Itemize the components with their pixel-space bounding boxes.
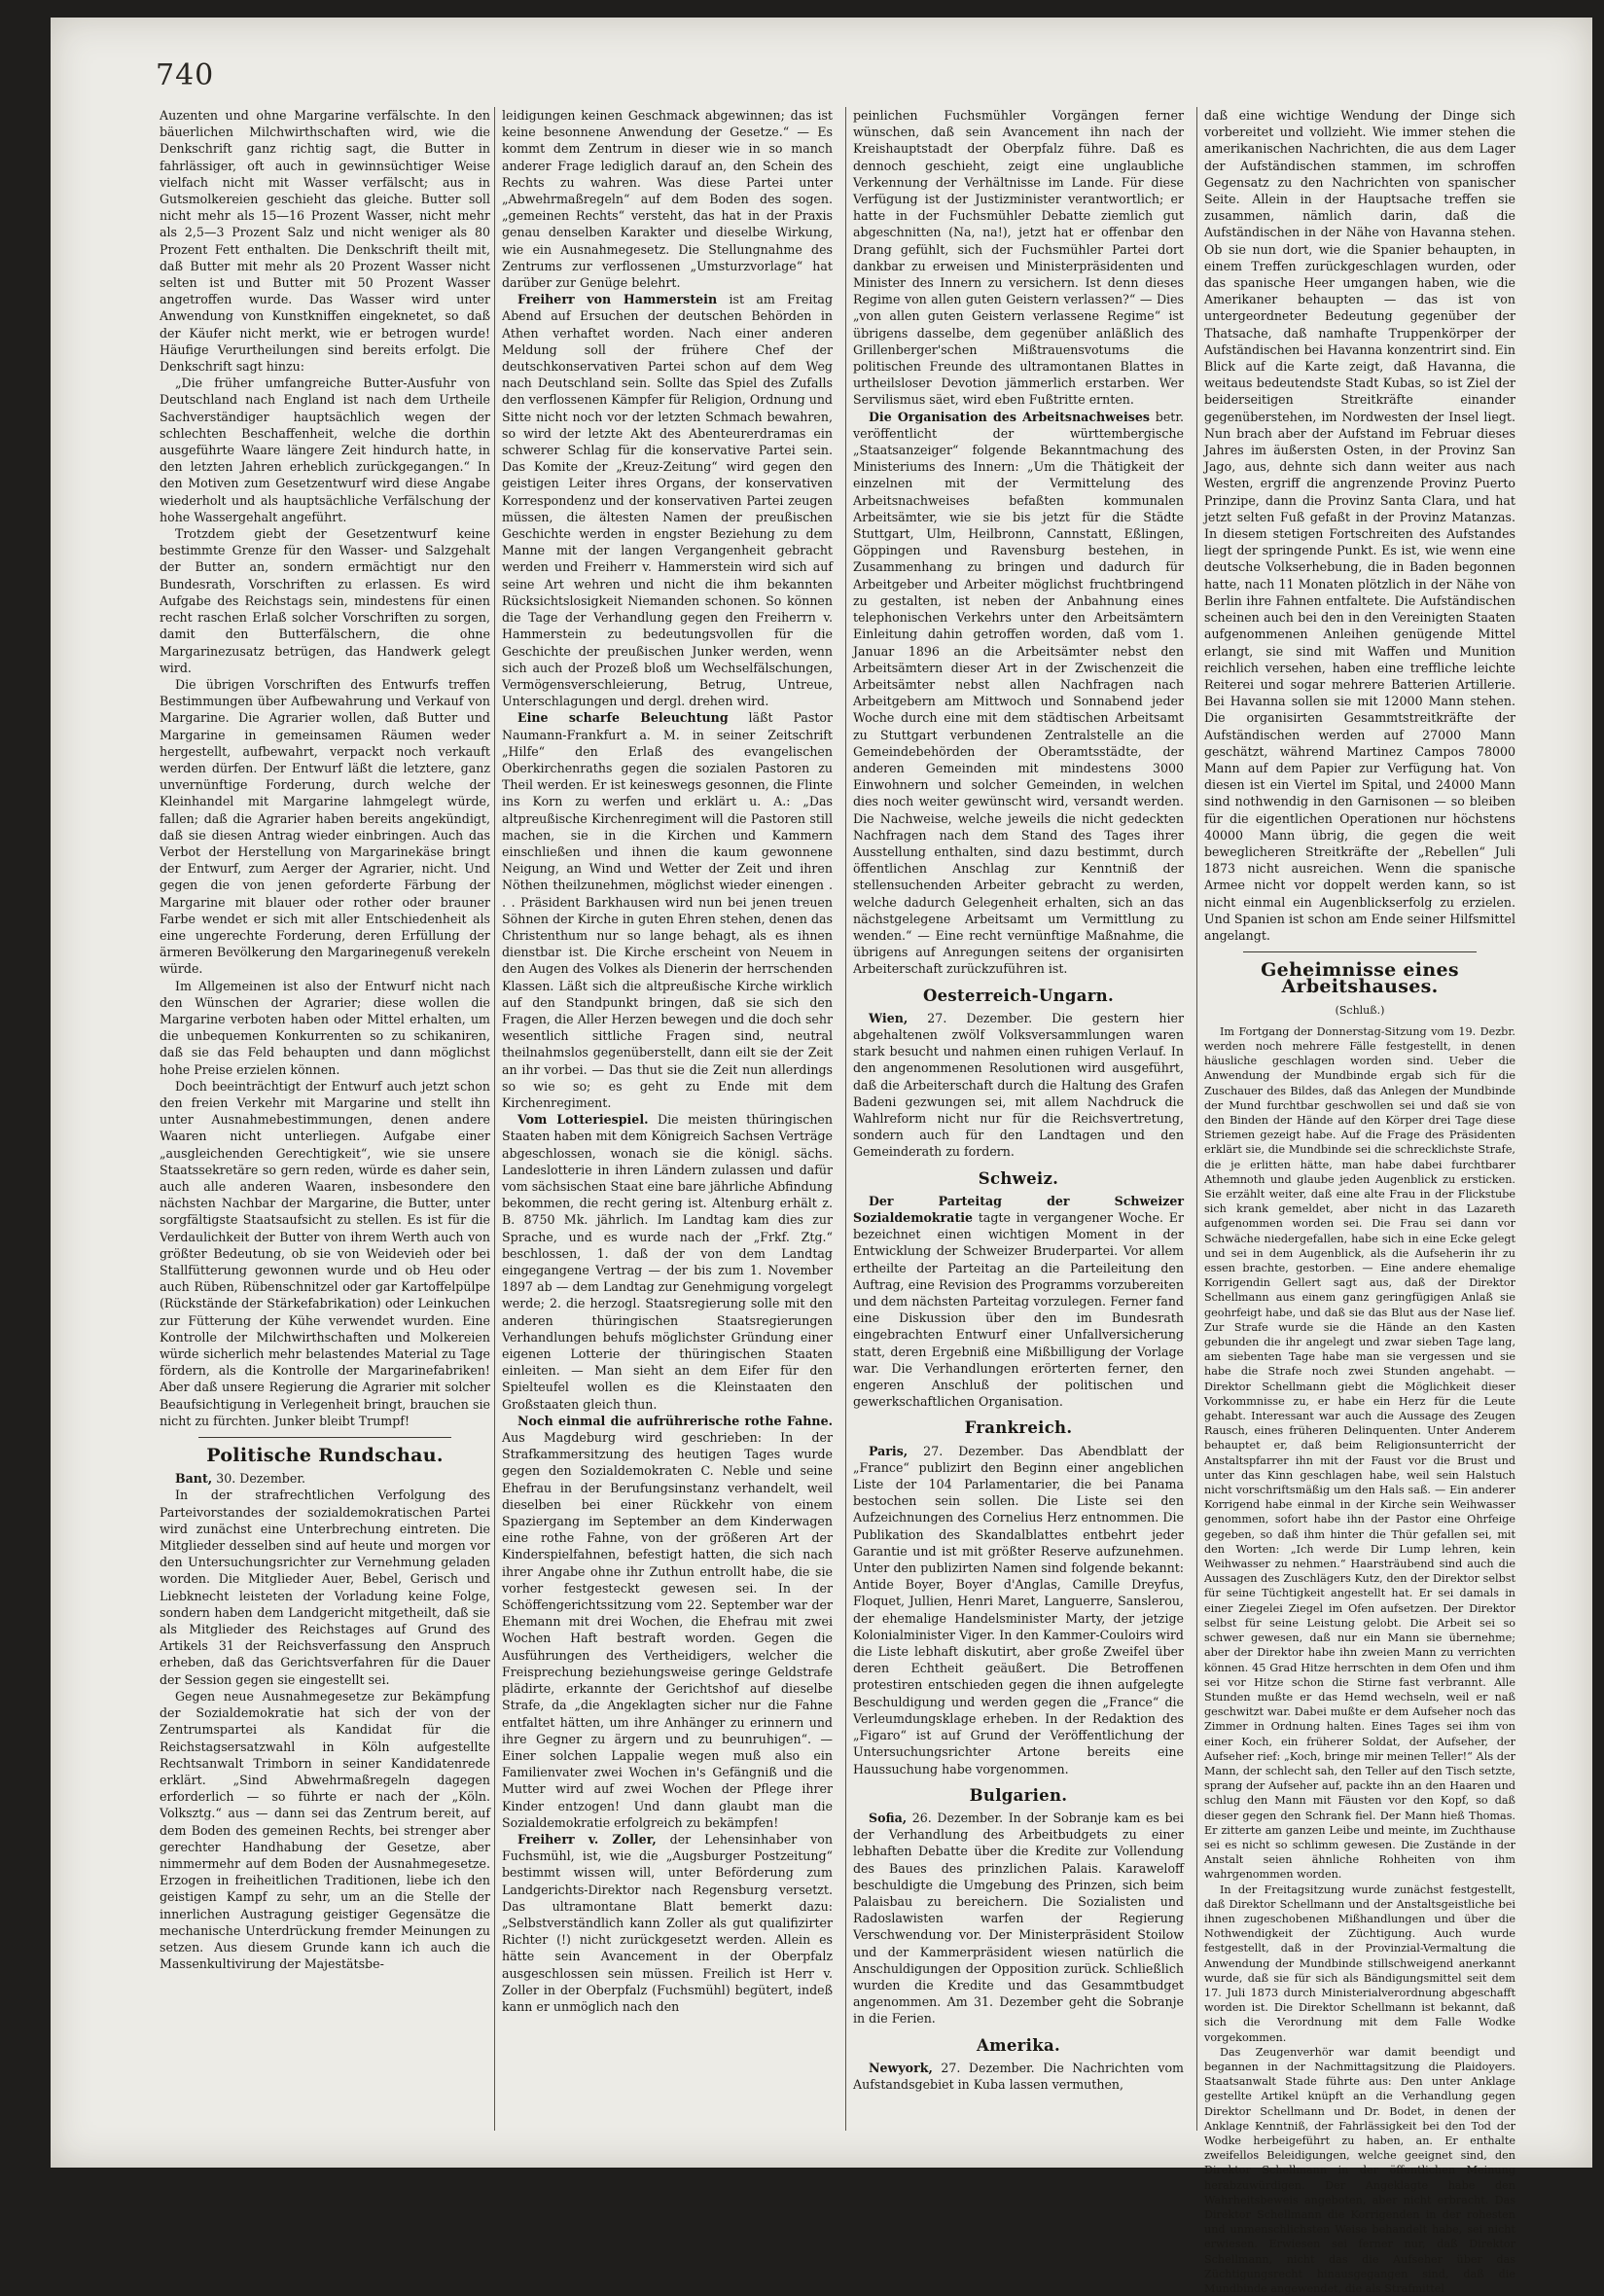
feuilleton-heading: Geheimnisse eines Arbeitshauses. [1261,959,1459,998]
section-heading: Politische Rundschau. [206,1445,444,1467]
paragraph: „Die früher umfangreiche Butter-Ausfuhr von Deutschland nach England ist nach dem Urtheile Sachverständiger hauptsächlich wegen der schlechten Beschaffenheit, welche die dorthin ausgeführte Waare längere Zeit hindurch hatte, in den letzten Jahren erheblich zurückgegangen.“ In den Motiven zum Gesetzentwurf wird diese Angabe wiederholt und als hauptsächliche Verfälschung der hohe Wassergehalt angeführt. [160,376,490,524]
article-text: der Lehensinhaber von Fuchsmühl, ist, wie die „Augsburger Postzeitung“ bestimmt wissen will, unter Beförderung zum Landgerichts-Direktor nach Regensburg versetzt. Das ultramontane Blatt bemerkt dazu: „Selbstverständlich kann Zoller als gut qualifizirter Richter (!) nicht zurückgesetzt werden. Allein es hätte sein Avancement in der Oberpfalz ausgeschlossen sein müssen. Freilich ist Herr v. Zoller in der Oberpfalz (Fuchsmühl) begütert, indeß kann er unmöglich nach den [502,1831,833,2014]
paragraph [502,1111,833,1413]
column-4 [1204,107,1515,2296]
article-keyword: Freiherr von Hammerstein [517,292,718,307]
feuilleton-subheading: (Schluß.) [1335,1003,1385,1017]
paragraph [853,1193,1184,1411]
paragraph [502,1831,833,2015]
column-1 [160,107,490,2150]
column-rule [494,107,495,2131]
article-text: betr. veröffentlicht der württembergische „Staatsanzeiger“ folgende Bekanntmachung des Ministeriums des Innern: „Um die Thätigkeit der einzelnen mit der Vermittelung des Arbeitsnachweises befaßten kommunalen Arbeitsämter, wie sie bis jetzt für die Städte Stuttgart, Ulm, Heilbronn, Cannstatt, Eßlingen, Göppingen und Ravensburg bestehen, in Zusammenhang zu bringen und dadurch für Arbeitgeber und Arbeiter möglichst fruchtbringend zu gestalten, ist neben der Anbahnung eines telephonischen Verkehrs unter den Arbeitsämtern Einleitung dahin getroffen worden, daß vom 1. Januar 1896 an die Arbeitsämter nebst den Arbeitsämtern dieser Art in der Zwischenzeit die Arbeitsämter nebst allen Nachfragen nach Arbeitgebern am Mittwoch und Sonnabend jeder Woche durch eine mit dem städtischen Arbeitsamt zu Stuttgart verbundenen Zentralstelle an die Gemeindebehörden der Oberamtsstädte, der anderen Gemeinden mit mindestens 3000 Einwohnern und solcher Gemeinden, in welchen dies noch weiter gewünscht wird, versandt werden. Die Nachweise, welche jeweils die nicht gedeckten Nachfragen nach dem Stand des Tages ihrer Ausstellung enthalten, sind dazu bestimmt, durch öffentlichen Anschlag zur Kenntniß der stellensuchenden Arbeiter gebracht zu werden, welche dadurch Gelegenheit erhalten, sich an das nächstgelegene Arbeitsamt um Vermittlung zu wenden.“ — Eine recht vernünftige Maßnahme, die übrigens auf Anregungen seitens der organisirten Arbeiterschaft zurückzuführen ist. [853,409,1184,977]
article-keyword: Eine scharfe Beleuchtung [517,710,729,726]
paragraph: Gegen neue Ausnahmegesetze zur Bekämpfung der Sozialdemokratie hat sich der von der Zentrumspartei als Kandidat für die Reichstagsersatzwahl in Köln aufgestellte Rechtsanwalt Trimborn in seiner Kandidatenrede erklärt. „Sind Abwehrmaßregeln dagegen erforderlich — so führte er nach der „Köln. Volksztg.“ aus — dann sei das Zentrum bereit, auf dem Boden des gemeinen Rechts, bei strenger aber gerechter Handhabung der Gesetze, aber nimmermehr auf dem Boden der Ausnahmegesetze. Erzogen in freiheitlichen Traditionen, liebe ich den geistigen Kampf zu sehr, um an die Stelle der innerlichen Austragung geistiger Gegensätze die mechanische Unterdrückung fremder Meinungen zu setzen. Aus diesem Grunde kann ich auch die Massenkultivirung der Majestätsbe- [160,1688,490,1972]
paragraph: Im Fortgang der Donnerstag-Sitzung vom 19. Dezbr. werden noch mehrere Fälle festgestellt, in denen häusliche geschlagen worden sind. Ueber die Anwendung der Mundbinde ergab sich für die Zuschauer des Bildes, daß das Anlegen der Mundbinde der Mund furchtbar geschwollen sei und daß sie von den Binden der Hände auf den Körper drei Tage diese Striemen gezeigt habe. Auf die Frage des Präsidenten erklärt sie, die Mundbinde sei die schrecklichste Strafe, die je erlitten hätte, man habe dabei furchtbarer Athemnoth und glaube jeden Augenblick zu ersticken. Sie erzählt weiter, daß eine alte Frau in der Flickstube sich krank gemeldet, aber nicht in das Lazareth aufgenommen worden sei. Die Frau sei dann vor Schwäche niedergefallen, habe sich in eine Ecke gelegt und sei in dem Augenblick, als die Aufseherin ihr zu essen brachte, gestorben. — Eine andere ehemalige Korrigendin Gellert sagt aus, daß der Direktor Schellmann aus einem ganz geringfügigen Anlaß sie geohrfeigt habe, und daß sie das Blut aus der Nase lief. Zur Strafe wurde sie die Hände an den Kasten gebunden die ihr angelegt und zwar sieben Tage lang, am siebenten Tage habe man sie vergessen und sie habe die Strafe noch zwei Stunden angehabt. — Direktor Schellmann giebt die Möglichkeit dieser Vorkommnisse zu, er habe ein Herz für die Leute gehabt. Interessant war auch die Aussage des Zeugen Rausch, eines früheren Delinquenten. Unter Anderem behauptet er, daß beim Religionsunterricht der Anstaltspfarrer ihn mit der Faust vor die Brust und unter das Kinn geschlagen habe, weil sein Halstuch nicht vorschriftsmäßig um den Hals saß. — Ein anderer Korrigend habe einmal in der Kirche sein Weihwasser genommen, sofort habe ihn der Pastor eine Ohrfeige gegeben, so daß ihm hinter die Thür gefallen sei, mit den Worten: „Ich werde Dir Lump lehren, kein Weihwasser zu nehmen.“ Haarsträubend sind auch die Aussagen des Zuschlägers Kutz, den der Direktor selbst für seine Tüchtigkeit angestellt hat. Er sei damals in einer Ziegelei Ziegel im Ofen aufsetzen. Der Direktor selbst für seine Leistung gelobt. Die Arbeit sei so schwer gewesen, daß nur ein Mann sie übernehme; aber der Direktor habe ihn zweien Mann zu verrichten können. 45 Grad Hitze herrschten in dem Ofen und ihm sei vor Hitze schon die Stirne fast verbrannt. Alle Stunden mußte er das Hemd wechseln, weil er naß geschwitzt war. Dabei mußte er dem Aufseher noch das Zimmer in Ordnung halten. Eines Tages sei ihm von einer Koch, ein früherer Soldat, der Aufseher, der Aufseher rief: „Koch, bringe mir meinen Teller!“ Als der Mann, der schlecht sah, den Teller auf den Tisch setzte, sprang der Aufseher auf, packte ihn an den Haaren und schlug den Mann mit Fäusten vor den Kopf, so daß dieser gegen den Schrank fiel. Der Mann hieß Thomas. Er zitterte am ganzen Leibe und meinte, im Zuchthause sei es nicht so schlimm gewesen. Die Zustände in der Anstalt seien ähnliche Rohheiten von ihm wahrgenommen worden. [1204,1024,1515,1882]
article-text: 26. Dezember. In der Sobranje kam es bei der Verhandlung des Arbeitbudgets zu einer lebhaften Debatte über die Kredite zur Vollendung des Baues des prinzlichen Palais. Karaweloff beschuldigte die Umgebung des Prinzen, sich beim Palaisbau zu bereichern. Die Sozialisten und Radoslawisten warfen der Regierung Verschwendung vor. Der Ministerpräsident Stoilow und der Kammerpräsident wiesen natürlich die Anschuldigungen der Opposition zurück. Schließlich wurden die Kredite und das Gesammtbudget angenommen. Am 31. Dezember geht die Sobranje in die Ferien. [853,1810,1184,2027]
country-heading: Amerika. [977,2035,1060,2055]
article-keyword: Noch einmal die aufrührerische rothe Fahne. [517,1413,833,1428]
section-divider [1243,951,1477,952]
column-2 [502,107,833,2150]
country-heading: Oesterreich-Ungarn. [922,986,1115,1005]
dateline-date: 30. Dezember. [216,1471,305,1487]
article-keyword: Vom Lotteriespiel. [517,1112,649,1128]
section-divider [198,1437,451,1438]
dateline-place: Paris, [869,1443,909,1458]
paragraph [502,1413,833,1831]
country-heading: Schweiz. [978,1168,1059,1188]
article-text: Aus Magdeburg wird geschrieben: In der Strafkammersitzung des heutigen Tages wurde gegen den Sozialdemokraten C. Neble und seine Ehefrau in der Berufungsinstanz verhandelt, weil dieselben bei einer Rückkehr von einem Spaziergang im September an dem Kinderwagen eine rothe Fahne, von der größeren Art der Kinderspielfahnen, befestigt hatten, die sich nach ihrer Angabe ohne ihr Zuthun entrollt habe, die sie vorher festgesteckt gewesen sei. In der Schöffengerichtssitzung vom 22. September war der Ehemann mit drei Wochen, die Ehefrau mit zwei Wochen Haft bestraft worden. Gegen die Ausführungen des Vertheidigers, welcher die Freisprechung beziehungsweise geringe Geldstrafe plädirte, erkannte der Gerichtshof auf dieselbe Strafe, da „die Angeklagten sicher nur die Fahne entfaltet hätten, um ihre Anhänger zu erinnern und ihre Gegner zu ärgern und zu beunruhigen“. — Einer solchen Lappalie wegen muß also ein Familienvater zwei Wochen in's Gefängniß und die Mutter wird auf zwei Wochen der Pflege ihrer Kinder entzogen! Und dann glaubt man die Sozialdemokratie erfolgreich zu bekämpfen! [502,1430,833,1830]
paragraph [853,409,1184,978]
paragraph: leidigungen keinen Geschmack abgewinnen; das ist keine besonnene Anwendung der Gesetze.“ — Es kommt dem Zentrum in dieser wie in so manch anderer Frage lediglich darauf an, den Schein des Rechts zu wahren. Was diese Partei unter „Abwehrmaßregeln“ auf dem Boden des sogen. „gemeinen Rechts“ versteht, das hat in der Praxis genau denselben Karakter und dieselbe Wirkung, wie ein Ausnahmegesetz. Die Stellungnahme des Zentrums zur verflossenen „Umsturzvorlage“ hat darüber zur Genüge belehrt. [502,108,833,291]
paragraph [502,709,833,1111]
country-heading: Bulgarien. [969,1785,1068,1805]
column-3 [853,107,1184,2150]
paragraph: Trotzdem giebt der Gesetzentwurf keine bestimmte Grenze für den Wasser- und Salzgehalt der Butter an, sondern ermächtigt nur den Bundesrath, Vorschriften zu erlassen. Es wird Aufgabe des Reichstags sein, mindestens für einen recht raschen Erlaß solcher Vorschriften zu sorgen, damit den Butterfälschern, die ohne Margarinezusatz betrügen, das Handwerk gelegt wird. [160,526,490,675]
dateline-place: Wien, [869,1010,909,1025]
dateline-place: Sofia, [869,1810,908,1825]
article-text: 27. Dezember. Die gestern hier abgehaltenen zwölf Volksversammlungen waren stark besucht und nahmen einen ruhigen Verlauf. In den angenommenen Resolutionen wird ausgeführt, daß die Arbeiterschaft durch die Haltung des Grafen Badeni gezwungen sei, mit allem Nachdruck die Wahlreform nicht nur für die Reichsvertretung, sondern auch für den Landtagen und den Gemeinderath zu fordern. [853,1010,1184,1160]
newspaper-page [51,18,1592,2296]
paragraph [853,1443,1184,1777]
paragraph: Auzenten und ohne Margarine verfälschte. In den bäuerlichen Milchwirthschaften wird, wie die Denkschrift ganz richtig sagt, die Butter in fahrlässiger, oft auch in gewinnsüchtiger Weise vielfach nicht mit Wasser verfälscht; aus in Gutsmolkereien geschieht das gleiche. Butter soll nicht mehr als 15—16 Prozent Wasser, nicht mehr als 2,5—3 Prozent Salz und nicht weniger als 80 Prozent Fett enthalten. Die Denkschrift theilt mit, daß Butter mit mehr als 20 Prozent Wasser nicht selten ist und Butter mit 50 Prozent Wasser angetroffen wurde. Das Wasser wird unter Anwendung von Kunstkniffen eingeknetet, so daß der Käufer nicht merkt, wie er betrogen wurde! Häufige Verurtheilungen sind bereits erfolgt. Die Denkschrift sagt hinzu: [160,108,490,375]
dateline-place: Newyork, [869,2060,933,2075]
paragraph: Doch beeinträchtigt der Entwurf auch jetzt schon den freien Verkehr mit Margarine und stellt ihn unter Ausnahmebestimmungen, denen andere Waaren nicht unterliegen. Aufgabe einer „ausgleichenden Gerechtigkeit“, wie sie unsere Staatssekretäre so gern reden, würde es daher sein, auch alle anderen Waaren, insbesondere den nächsten Nachbar der Margarine, die Butter, unter sorgfältigste Staatsaufsicht zu stellen. Es ist für die Verdaulichkeit der Butter von ihrem Werth auch von größter Bedeutung, ob sie von Weidevieh oder bei Stallfütterung gewonnen wurde und ob Heu oder auch Rüben, Rübenschnitzel oder gar Kartoffelpülpe (Rückstände der Stärkefabrikation) oder Leinkuchen zur Fütterung der Kühe verwendet wurden. Eine Kontrolle der Milchwirthschaften und Molkereien würde sicherlich mehr belastendes Material zu Tage fördern, als die Kontrolle der Margarinefabriken! Aber daß unsere Regierung die Agrarier mit solcher Beaufsichtigung in Verlegenheit bringt, brauchen sie nicht zu fürchten. Junker bleibt Trumpf! [160,1078,490,1428]
article-text: ist am Freitag Abend auf Ersuchen der deutschen Behörden in Athen verhaftet worden. Nach einer anderen Meldung soll der frühere Chef der deutschkonservativen Partei schon auf dem Weg nach Deutschland sein. Sollte das Spiel des Zufalls den verflossenen Kämpfer für Religion, Ordnung und Sitte nicht noch vor der letzten Schmach bewahren, so wird der letzte Akt des Abenteurerdramas ein schwerer Schlag für die konservative Partei sein. Das Komite der „Kreuz-Zeitung“ wird gegen den geistigen Leiter ihres Organs, der konservativen Korrespondenz und der konservativen Partei zeugen müssen, die ältesten Namen der preußischen Geschichte werden in engster Beziehung zu dem Manne mit der langen Vergangenheit gebracht werden und Freiherr v. Hammerstein wird sich auf seine Art wehren und nicht die ihm bekannten Rücksichtslosigkeit Niemanden schonen. So können die Tage der Verhandlung gegen den Freiherrn v. Hammerstein zu bedeutungsvollen für die Geschichte der preußischen Junker werden, wenn sich auch der Prozeß bloß um Wechselfälschungen, Vermögensverschleierung, Betrug, Untreue, Unterschlagungen und dergl. drehen wird. [502,292,834,709]
article-text: tagte in vergangener Woche. Er bezeichnet einen wichtigen Moment in der Entwicklung der Schweizer Bruderpartei. Vor allem ertheilte der Parteitag an die Parteileitung den Auftrag, eine Revision des Programms vorzubereiten und dem nächsten Parteitag vorzulegen. Ferner fand eine Diskussion über den im Bundesrath eingebrachten Entwurf einer Unfallversicherung statt, deren Ergebniß eine Mißbilligung der Vorlage war. Die Verhandlungen erörterten ferner, den engeren Anschluß der politischen und gewerkschaftlichen Organisation. [853,1210,1184,1410]
paragraph [853,2060,1184,2093]
paragraph: Im Allgemeinen ist also der Entwurf nicht nach den Wünschen der Agrarier; diese wollen die Margarine verboten haben oder Mittel erhalten, um die unbequemen Konkurrenten so zu schikaniren, daß sie das Feld behaupten und dann möglichst hohe Preise erzielen können. [160,978,490,1077]
article-text: 27. Dezember. Das Abendblatt der „France“ publizirt den Beginn einer angeblichen Liste der 104 Parlamentarier, die bei Panama bestochen sein sollen. Die Liste sei den Aufzeichnungen des Cornelius Herz entnommen. Die Publikation des Skandalblattes entbehrt jeder Garantie und ist mit größter Reserve aufzunehmen. Unter den publizirten Namen sind folgende bekannt: Antide Boyer, Boyer d'Anglas, Camille Dreyfus, Floquet, Jullien, Henri Maret, Languerre, Sanslerou, der ehemalige Handelsminister Marty, der jetzige Kolonialminister Viger. In den Kammer-Couloirs wird die Liste lebhaft diskutirt, aber große Zweifel über deren Echtheit geäußert. Die Betroffenen protestiren entschieden gegen die ihnen aufgelegte Beschuldigung und werden gegen die „France“ die Verleumdungsklage erheben. In der Redaktion des „Figaro“ ist auf Grund der Veröffentlichung der Untersuchungsrichter Artone bereits eine Haussuchung habe vorgenommen. [853,1443,1184,1776]
paragraph: Die übrigen Vorschriften des Entwurfs treffen Bestimmungen über Aufbewahrung und Verkauf von Margarine. Die Agrarier wollen, daß Butter und Margarine in gemeinsamen Räumen weder hergestellt, aufbewahrt, verpackt noch verkauft werden dürfen. Der Entwurf läßt die letztere, ganz unvernünftige Forderung, durch welche der Kleinhandel mit Margarine lahmgelegt würde, fallen; daß die Agrarier haben bereits angekündigt, daß sie diesen Antrag wieder einbringen. Auch das Verbot der Herstellung von Margarinekäse bringt der Entwurf, zum Aerger der Agrarier, nicht. Und gegen die von jenen geforderte Färbung der Margarine mit blauer oder rother oder brauner Farbe wendet er sich mit aller Entschiedenheit als eine ungerechte Forderung, deren Erfüllung der ärmeren Bevölkerung den Margarinegenuß verekeln würde. [160,676,490,977]
paragraph: daß eine wichtige Wendung der Dinge sich vorbereitet und vollzieht. Wie immer stehen die amerikanischen Nachrichten, die aus dem Lager der Aufständischen stammen, im schroffen Gegensatz zu den Nachrichten von spanischer Seite. Allein in der Hauptsache treffen sie zusammen, nämlich darin, daß die Aufständischen in der Nähe von Havanna stehen. Ob sie nun dort, wie die Spanier behaupten, in einem Treffen zurückgeschlagen wurden, oder das spanische Heer umgangen haben, wie die Amerikaner behaupten — das ist von untergeordneter Bedeutung gegenüber der Thatsache, daß namhafte Truppenkörper der Aufständischen bei Havanna konzentrirt sind. Ein Blick auf die Karte zeigt, daß Havanna, die weitaus bedeutendste Stadt Kubas, so ist Ziel der beiderseitigen Streitkräfte einander gegenüberstehen, im Nordwesten der Insel liegt. Nun brach aber der Aufstand im Februar dieses Jahres im äußersten Osten, in der Provinz San Jago, aus, dehnte sich dann weiter aus nach Westen, ergriff die angrenzende Provinz Puerto Prinzipe, dann die Provinz Santa Clara, und hat jetzt selten Fuß gefaßt in der Provinz Matanzas. In diesem stetigen Fortschreiten des Aufstandes liegt der springende Punkt. Es ist, wie wenn eine deutsche Volkserhebung, die in Baden begonnen hatte, nach 11 Monaten plötzlich in der Nähe von Berlin ihre Fahnen entfaltete. Die Aufständischen scheinen auch bei den in den Vereinigten Staaten aufgenommenen Anleihen genügende Mittel erlangt, sie sind mit Waffen und Munition reichlich versehen, haben eine treffliche leichte Reiterei und sogar mehrere Batterien Artillerie. Bei Havanna sollen sie mit 12000 Mann stehen. Die organisirten Gesammtstreitkräfte der Aufständischen werden auf 27000 Mann geschätzt, während Martinez Campos 78000 Mann auf dem Papier zur Verfügung hat. Von diesen ist ein Viertel im Spital, und 24000 Mann sind nothwendig in den Garnisonen — so bleiben für die eigentlichen Operationen nur höchstens 40000 Mann übrig, die gegen die weit beweglicheren Streitkräfte der „Rebellen“ Juli 1873 nicht ausreichen. Wenn die spanische Armee nicht vor doppelt werden kann, so ist nicht einmal ein Augenblickserfolg zu erzielen. Und Spanien ist schon am Ende seiner Hilfsmittel angelangt. [1204,108,1515,943]
page-number: 740 [156,58,215,92]
paragraph [502,291,833,709]
article-text: läßt Pastor Naumann-Frankfurt a. M. in seiner Zeitschrift „Hilfe“ den Erlaß des evangelischen Oberkirchenraths gegen die sozialen Pastoren zu Theil werden. Er ist keineswegs gesonnen, die Flinte ins Korn zu werfen und erklärt u. A.: „Das altpreußische Kirchenregiment will die Pastoren still machen, sie in die Kirchen und Kammern einschließen und ihnen die kaum gewonnene Neigung, an Wind und Wetter der Zeit und ihren Nöthen theilzunehmen, möglichst wieder einengen . . . Präsident Barkhausen wird nun bei jenen treuen Söhnen der Kirche in guten Ehren stehen, denen das Christenthum nur so lange behagt, als es ihnen dienstbar ist. Die Kirche erscheint von Neuem in den Augen des Volkes als Dienerin der herrschenden Klassen. Läßt sich die altpreußische Kirche wirklich auf den Standpunkt bringen, daß sie sich den Fragen, die Aller Herzen bewegen und die doch sehr wesentlich sittliche Fragen sind, neutral theilnahmslos gegenüberstellt, dann eilt sie der Zeit an ihr vorbei. — Das thut sie die Zeit nun allerdings so wie so; es geht zu Ende mit dem Kirchenregiment. [502,710,833,1110]
feuilleton-body [1204,1024,1515,2296]
paragraph: In der strafrechtlichen Verfolgung des Parteivorstandes der sozialdemokratischen Partei wird zunächst eine Unterbrechung eintreten. Die Mitglieder desselben sind auf heute und morgen vor den Untersuchungsrichter zur Vernehmung geladen worden. Die Mitglieder Auer, Bebel, Gerisch und Liebknecht leisteten der Vorladung keine Folge, sondern haben dem Landgericht mitgetheilt, daß sie als Mitglieder des Reichstages auf Grund des Artikels 31 der Reichsverfassung den Anspruch erheben, daß das Gerichtsverfahren für die Dauer der Session gegen sie eingestellt sei. [160,1488,490,1687]
article-text: 27. Dezember. Die Nachrichten vom Aufstandsgebiet in Kuba lassen vermuthen, [853,2060,1184,2092]
column-rule [845,107,846,2131]
paragraph: In der Freitagsitzung wurde zunächst festgestellt, daß Direktor Schellmann und der Anstaltsgeistliche bei ihnen zugeschobenen Mißhandlungen und über die Nothwendigkeit der Züchtigung. Auch wurde festgestellt, daß in der Provinzial-Vermaltung die Anwendung der Mundbinde stillschweigend anerkannt wurde, daß sie für sich als Bändigungsmittel seit dem 17. Juli 1873 durch Ministerialverordnung abgeschafft worden ist. Die Direktor Schellmann ist bekannt, daß sich die Verordnung mit dem Falle Wodke vorgekommen. [1204,1883,1515,2044]
paragraph [853,1010,1184,1161]
dateline [160,1470,490,1487]
column-rule [1196,107,1197,2131]
article-keyword: Der Parteitag der Schweizer Sozialdemokratie [853,1193,1184,1225]
article-keyword: Die Organisation des Arbeitsnachweises [869,409,1150,424]
dateline-place: Bant, [175,1471,213,1487]
article-keyword: Freiherr v. Zoller, [517,1831,657,1847]
country-heading: Frankreich. [964,1418,1073,1438]
paragraph [853,1810,1184,2027]
paragraph: Das Zeugenverhör war damit beendigt und begannen in der Nachmittagsitzung die Plaidoyers. Staatsanwalt Stade führte aus: Den unter Anklage gestellte Artikel knüpft an die Verhandlung gegen Direktor Schellmann und Dr. Bodet, in denen der Anklage Kenntniß, der Fahrlässigkeit bei den Tod der Wodke herbeigeführt zu haben, an. Er enthalte zweifellos Beleidigungen, welche geeignet sind, den Direktor Schellmann in der öffentlichen Meinung herabzuwürdigen. Der Angeklagte habe den Wahrheitsbeweis angeboten, aber nicht erbracht. Das Direktor Schellmann die Korrigenden in der rohesten und unmenschlichsten Weise behandelt habe, sei nicht erwiesen. Erwiesen sei ferner nur, daß Direktor Schellmann, nicht das die Aufseher über das Züchtigungsrecht hinausgegangen sind, daß die Mundbinde angewendet, die als Strafmittel [1204,2045,1515,2296]
article-text: Die meisten thüringischen Staaten haben mit dem Königreich Sachsen Verträge abgeschlossen, wonach sie die königl. sächs. Landeslotterie in ihren Ländern zulassen und dafür vom sächsischen Staat eine bare jährliche Abfindung bekommen, die recht gering ist. Altenburg erhält z. B. 8750 Mk. jährlich. Im Landtag kam dies zur Sprache, und es wurde nach der „Frkf. Ztg.“ beschlossen, 1. daß der von dem Landtag eingegangene Vertrag — der bis zum 1. November 1897 ab — dem Landtag zur Genehmigung vorgelegt werde; 2. die herzogl. Staatsregierung solle mit den anderen thüringischen Staatsregierungen Verhandlungen behufs möglichster Gründung einer eigenen Lotterie der thüringischen Staaten einleiten. — Man sieht an dem Eifer für den Spielteufel wollen es die Kleinstaaten den Großstaaten gleich thun. [502,1112,833,1412]
paragraph: peinlichen Fuchsmühler Vorgängen ferner wünschen, daß sein Avancement ihn nach der Kreishauptstadt der Oberpfalz führe. Daß es dennoch geschieht, zeigt eine unglaubliche Verkennung der Verhältnisse im Lande. Für diese Verfügung ist der Justizminister verantwortlich; er hatte in der Fuchsmühler Debatte ziemlich gut abgeschnitten (Na, na!), jetzt hat er offenbar den Drang gefühlt, sich der Fuchsmühler Partei dort dankbar zu erweisen und Ministerpräsidenten und Minister des Innern zu versichern. Ist denn dieses Regime von allen guten Geistern verlassen?“ — Dies „von allen guten Geistern verlassene Regime“ ist übrigens dasselbe, dem gegenüber anläßlich des Grillenberger'schen Mißtrauensvotums die politischen Freunde des ultramontanen Blattes in urtheilsloser Devotion jämmerlich erstarben. Wer Servilismus säet, wird eben Fußtritte ernten. [853,108,1184,408]
